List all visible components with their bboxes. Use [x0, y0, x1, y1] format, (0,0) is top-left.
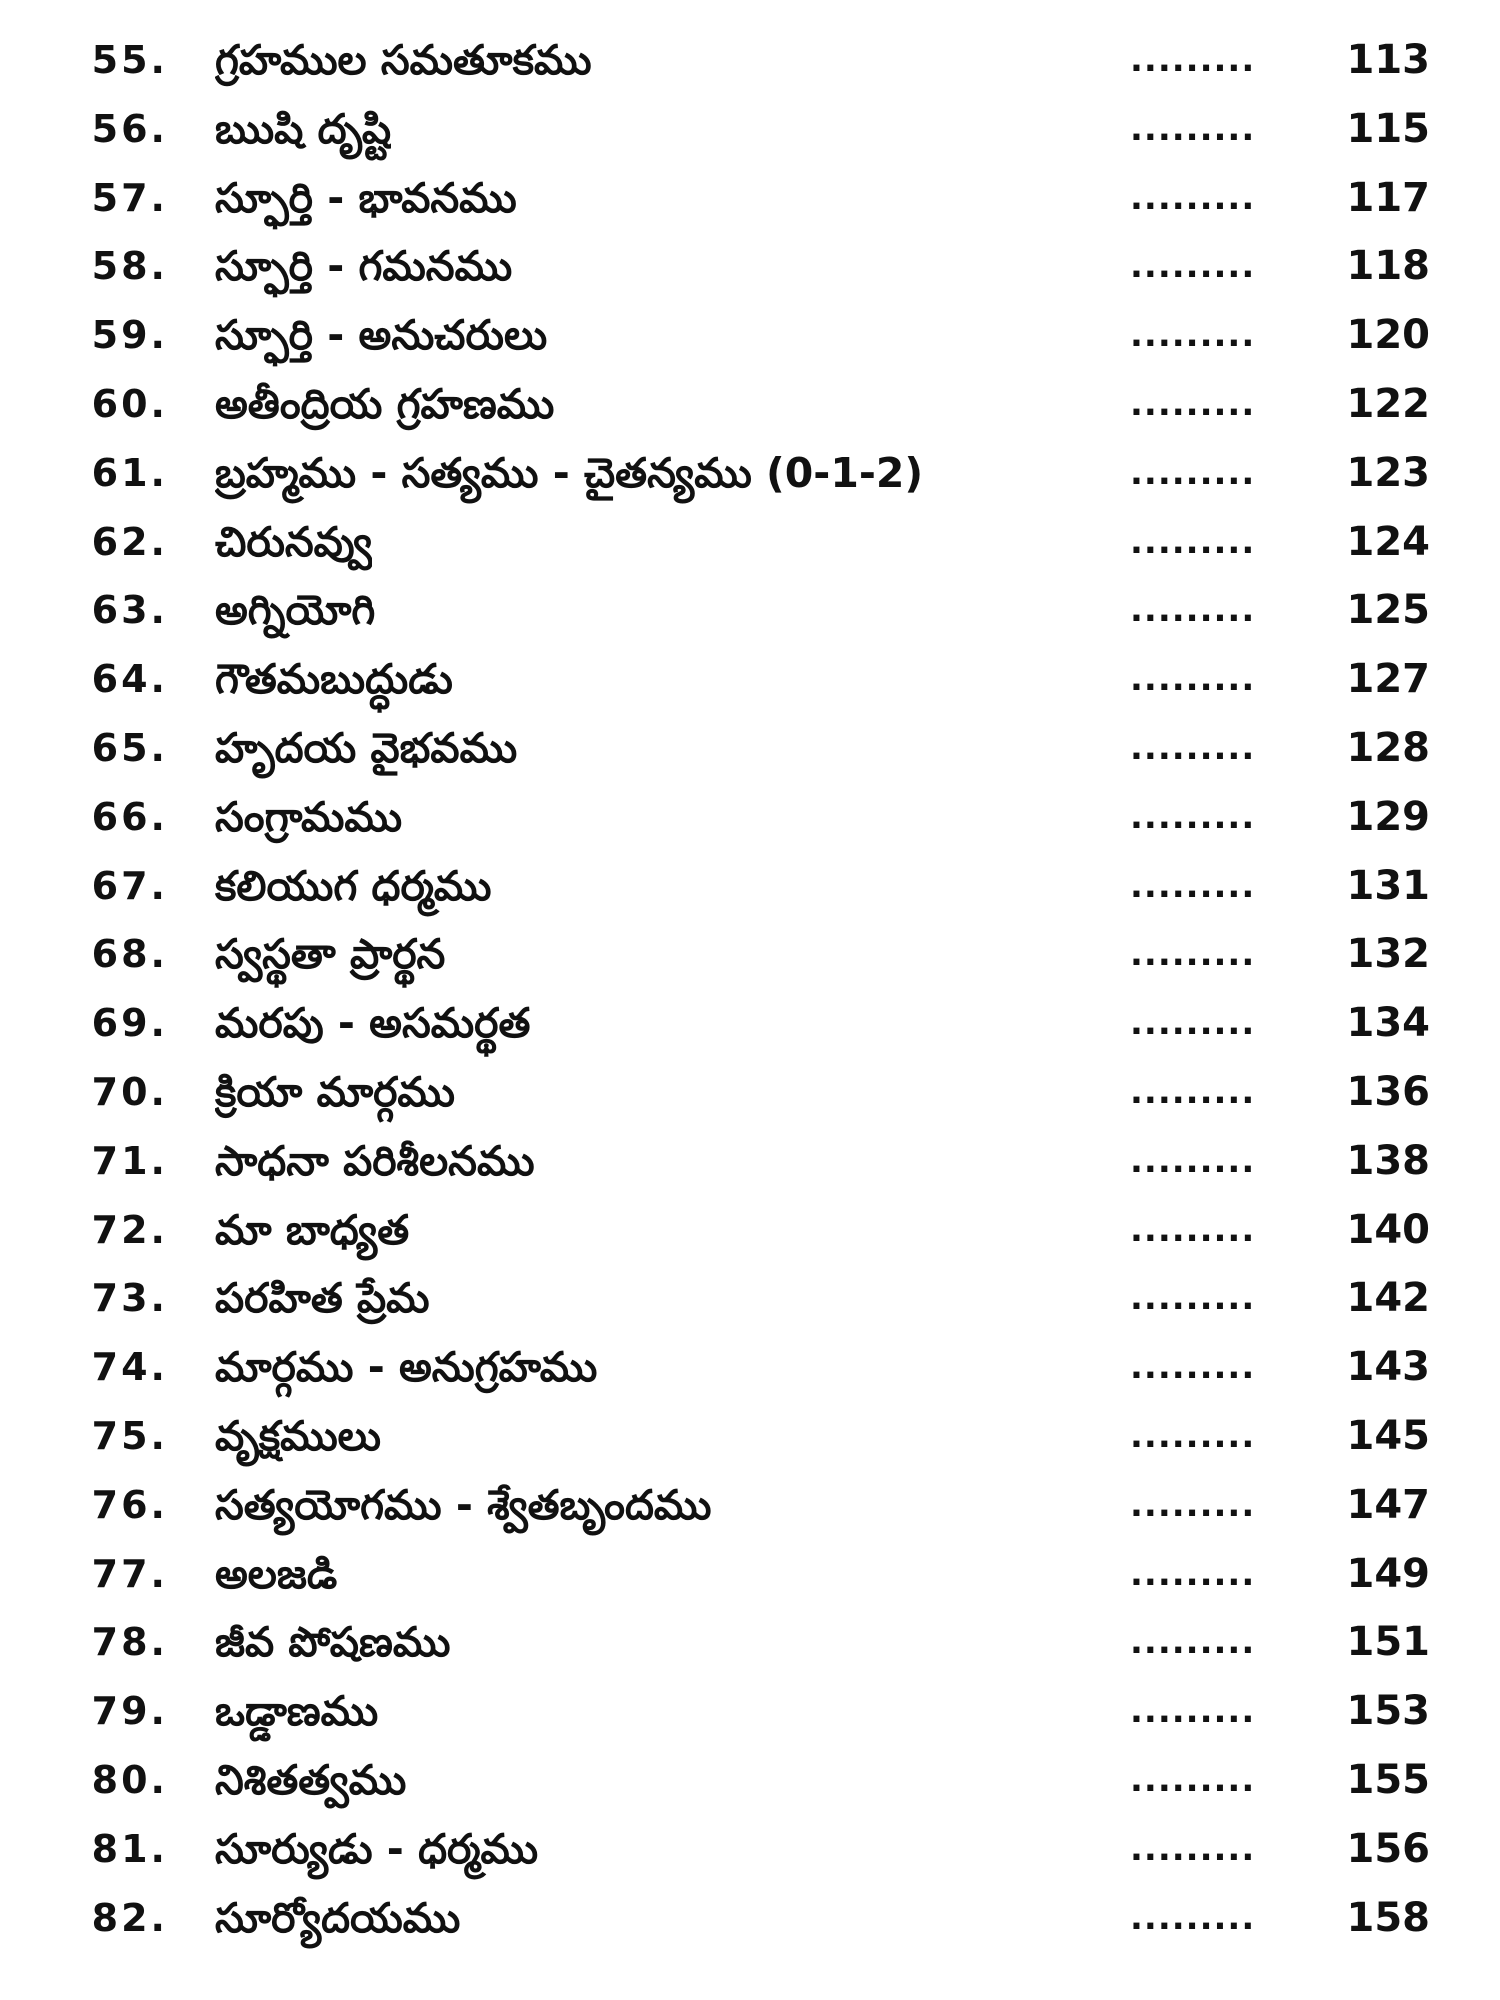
dot-leader: ......... — [1130, 1347, 1256, 1388]
dot-leader: ......... — [1130, 246, 1256, 287]
toc-entry — [0, 1264, 1500, 1333]
dot-leader: ......... — [1130, 1209, 1256, 1250]
toc-entry — [0, 1058, 1500, 1127]
entry-number: 60. — [91, 381, 168, 426]
dot-leader: ......... — [1130, 727, 1256, 768]
dot-leader: ......... — [1130, 177, 1256, 218]
dot-leader: ......... — [1130, 796, 1256, 837]
toc-entry — [0, 26, 1500, 95]
dot-leader: ......... — [1130, 383, 1256, 424]
entry-title: వృక్షములు — [215, 1411, 381, 1460]
entry-page-number: 156 — [1346, 1825, 1430, 1872]
dot-leader: ......... — [1130, 1415, 1256, 1456]
entry-title: హృదయ వైభవము — [215, 723, 518, 772]
entry-title: పరహిత ప్రేమ — [215, 1274, 430, 1323]
dot-leader: ......... — [1130, 1140, 1256, 1181]
entry-number: 74. — [91, 1345, 168, 1390]
entry-page-number: 128 — [1346, 724, 1430, 771]
toc-entry — [0, 370, 1500, 439]
entry-number: 75. — [91, 1413, 168, 1458]
entry-title: గౌతమబుద్ధుడు — [215, 655, 453, 704]
table-of-contents — [0, 26, 1500, 1952]
entry-title: కలియుగ ధర్మము — [215, 861, 492, 910]
entry-page-number: 123 — [1346, 449, 1430, 496]
entry-number: 56. — [91, 106, 168, 151]
toc-entry — [0, 232, 1500, 301]
entry-number: 69. — [91, 1001, 168, 1046]
entry-title: చిరునవ్వు — [215, 517, 373, 566]
entry-page-number: 158 — [1346, 1894, 1430, 1941]
entry-number: 70. — [91, 1069, 168, 1114]
dot-leader: ......... — [1130, 1622, 1256, 1663]
entry-number: 65. — [91, 725, 168, 770]
entry-page-number: 129 — [1346, 793, 1430, 840]
entry-number: 82. — [91, 1895, 168, 1940]
entry-page-number: 138 — [1346, 1137, 1430, 1184]
dot-leader: ......... — [1130, 1484, 1256, 1525]
entry-page-number: 125 — [1346, 587, 1430, 634]
toc-entry — [0, 1402, 1500, 1471]
entry-page-number: 151 — [1346, 1619, 1430, 1666]
entry-number: 66. — [91, 794, 168, 839]
entry-page-number: 115 — [1346, 105, 1430, 152]
dot-leader: ......... — [1130, 1897, 1256, 1938]
entry-number: 59. — [91, 313, 168, 358]
entry-title: మా బాధ్యత — [215, 1205, 410, 1254]
entry-title: సత్యయోగము - శ్వేతబృందము — [215, 1480, 712, 1529]
entry-title: అలజడి — [215, 1549, 338, 1598]
entry-title: ఋషి దృష్టి — [215, 104, 392, 153]
toc-entry — [0, 989, 1500, 1058]
entry-page-number: 149 — [1346, 1550, 1430, 1597]
entry-number: 63. — [91, 588, 168, 633]
toc-entry — [0, 576, 1500, 645]
dot-leader: ......... — [1130, 315, 1256, 356]
entry-number: 80. — [91, 1757, 168, 1802]
entry-title: గ్రహముల సమతూకము — [215, 36, 592, 84]
toc-entry — [0, 783, 1500, 852]
entry-page-number: 155 — [1346, 1756, 1430, 1803]
entry-page-number: 147 — [1346, 1481, 1430, 1528]
entry-title: మార్గము - అనుగ్రహము — [215, 1343, 598, 1392]
entry-number: 71. — [91, 1138, 168, 1183]
entry-title: స్ఫూర్తి - భావనము — [215, 173, 517, 222]
toc-entry — [0, 439, 1500, 508]
entry-page-number: 140 — [1346, 1206, 1430, 1253]
entry-page-number: 124 — [1346, 518, 1430, 565]
dot-leader: ......... — [1130, 1759, 1256, 1800]
entry-title: సంగ్రామము — [215, 792, 403, 841]
entry-number: 81. — [91, 1826, 168, 1871]
entry-title: స్వస్థతా ప్రార్థన — [215, 930, 446, 979]
entry-number: 57. — [91, 175, 168, 220]
dot-leader: ......... — [1130, 1071, 1256, 1112]
dot-leader: ......... — [1130, 108, 1256, 149]
entry-title: సూర్యోదయము — [215, 1893, 461, 1942]
entry-page-number: 132 — [1346, 931, 1430, 978]
toc-entry — [0, 1746, 1500, 1815]
entry-title: మరపు - అసమర్థత — [215, 999, 531, 1048]
entry-page-number: 122 — [1346, 380, 1430, 427]
dot-leader: ......... — [1130, 1691, 1256, 1732]
entry-number: 72. — [91, 1207, 168, 1252]
dot-leader: ......... — [1130, 590, 1256, 631]
dot-leader: ......... — [1130, 1003, 1256, 1044]
dot-leader: ......... — [1130, 865, 1256, 906]
entry-title: బ్రహ్మము - సత్యము - చైతన్యము (0-1-2) — [215, 448, 924, 497]
entry-page-number: 142 — [1346, 1275, 1430, 1322]
entry-title: సాధనా పరిశీలనము — [215, 1136, 535, 1185]
toc-entry — [0, 1333, 1500, 1402]
entry-title: అతీంద్రియ గ్రహణము — [215, 379, 555, 428]
entry-number: 78. — [91, 1620, 168, 1665]
entry-number: 68. — [91, 932, 168, 977]
entry-page-number: 143 — [1346, 1344, 1430, 1391]
toc-entry — [0, 1471, 1500, 1540]
entry-number: 76. — [91, 1482, 168, 1527]
entry-number: 61. — [91, 450, 168, 495]
toc-entry — [0, 164, 1500, 233]
toc-entry — [0, 1884, 1500, 1953]
toc-entry — [0, 714, 1500, 783]
toc-entry — [0, 1196, 1500, 1265]
toc-entry — [0, 645, 1500, 714]
toc-entry — [0, 508, 1500, 577]
entry-page-number: 145 — [1346, 1412, 1430, 1459]
toc-entry — [0, 95, 1500, 164]
entry-number: 67. — [91, 863, 168, 908]
entry-number: 77. — [91, 1551, 168, 1596]
entry-number: 55. — [91, 38, 168, 82]
dot-leader: ......... — [1130, 452, 1256, 493]
dot-leader: ......... — [1130, 521, 1256, 562]
dot-leader: ......... — [1130, 1828, 1256, 1869]
entry-page-number: 120 — [1346, 312, 1430, 359]
toc-entry — [0, 1540, 1500, 1609]
entry-page-number: 127 — [1346, 656, 1430, 703]
entry-page-number: 134 — [1346, 1000, 1430, 1047]
dot-leader: ......... — [1130, 659, 1256, 700]
toc-entry — [0, 301, 1500, 370]
toc-entry — [0, 1127, 1500, 1196]
entry-title: ఒడ్డాణము — [215, 1687, 379, 1736]
entry-page-number: 136 — [1346, 1068, 1430, 1115]
entry-page-number: 118 — [1346, 243, 1430, 290]
entry-page-number: 113 — [1346, 37, 1430, 83]
dot-leader: ......... — [1130, 934, 1256, 975]
entry-title: స్ఫూర్తి - గమనము — [215, 242, 513, 291]
entry-title: స్ఫూర్తి - అనుచరులు — [215, 311, 548, 360]
dot-leader: ......... — [1130, 40, 1256, 80]
entry-page-number: 131 — [1346, 862, 1430, 909]
entry-title: క్రియా మార్గము — [215, 1067, 455, 1116]
entry-page-number: 153 — [1346, 1688, 1430, 1735]
entry-number: 79. — [91, 1689, 168, 1734]
entry-number: 73. — [91, 1276, 168, 1321]
entry-number: 62. — [91, 519, 168, 564]
entry-title: జీవ పోషణము — [215, 1618, 451, 1667]
toc-entry — [0, 852, 1500, 921]
entry-title: సూర్యుడు - ధర్మము — [215, 1824, 539, 1873]
toc-entry — [0, 1677, 1500, 1746]
dot-leader: ......... — [1130, 1278, 1256, 1319]
entry-number: 64. — [91, 657, 168, 702]
entry-title: నిశితత్వము — [215, 1755, 407, 1804]
entry-number: 58. — [91, 244, 168, 289]
entry-page-number: 117 — [1346, 174, 1430, 221]
entry-title: అగ్నియోగి — [215, 586, 376, 635]
toc-entry — [0, 920, 1500, 989]
toc-entry — [0, 1815, 1500, 1884]
toc-entry — [0, 1608, 1500, 1677]
dot-leader: ......... — [1130, 1553, 1256, 1594]
